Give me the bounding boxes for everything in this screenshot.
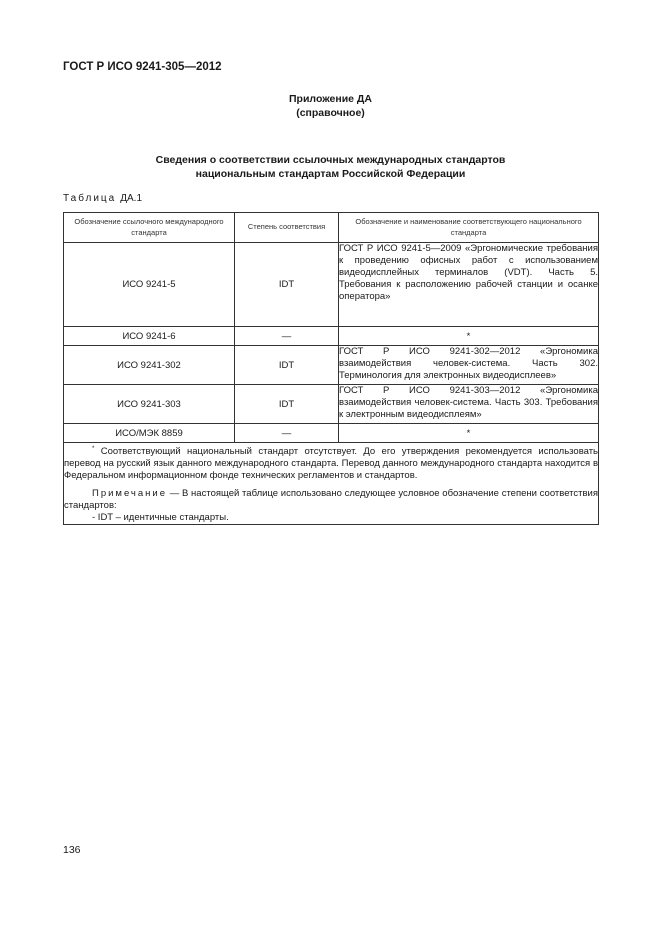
- table-header-row: [64, 213, 599, 243]
- document-code: ГОСТ Р ИСО 9241-305—2012: [63, 61, 222, 73]
- correspondence-table: [63, 212, 599, 525]
- cell-degree: IDT: [235, 243, 339, 327]
- note-item: - IDT – идентичные стандарты.: [92, 512, 229, 524]
- header-international-standard: Обозначение ссылочного международного стандарта: [64, 213, 235, 243]
- header-national-standard: Обозначение и наименование соответствующего национального стандарта: [339, 213, 599, 243]
- cell-intl-standard: ИСО 9241-303: [64, 385, 235, 424]
- note: [64, 488, 598, 512]
- cell-national-standard: ГОСТ Р ИСО 9241-302—2012 «Эргономика взаимодействия человек-система. Часть 302. Терминология для электронных видеодисплеев»: [339, 346, 599, 385]
- cell-national-standard: ГОСТ Р ИСО 9241-303—2012 «Эргономика взаимодействия человек-система. Часть 303. Требования к электронным видеодисплеям»: [339, 385, 599, 424]
- footnote-mark: *: [92, 446, 95, 452]
- cell-national-standard: *: [339, 327, 599, 346]
- cell-national-standard: ГОСТ Р ИСО 9241-5—2009 «Эргономические требования к проведению офисных работ с использованием видеодисплейных терминалов (VDT). Часть 5. Требования к расположению рабочей станции и осанке оператора»: [339, 243, 599, 327]
- note-text: — В настоящей таблице использовано следующее условное обозначение степени соответствия стандартов:: [64, 488, 599, 512]
- cell-degree: —: [235, 327, 339, 346]
- appendix-title: Приложение ДА: [289, 93, 372, 105]
- page-number: 136: [63, 844, 81, 856]
- cell-degree: IDT: [235, 385, 339, 424]
- cell-intl-standard: ИСО 9241-5: [64, 243, 235, 327]
- table-row: [64, 385, 599, 424]
- cell-intl-standard: ИСО/МЭК 8859: [64, 424, 235, 443]
- note-label: Примечание: [92, 488, 167, 500]
- cell-degree: —: [235, 424, 339, 443]
- section-title-line-2: национальным стандартам Российской Федерации: [195, 168, 466, 180]
- section-title-line-1: Сведения о соответствии ссылочных международных стандартов: [155, 154, 506, 166]
- table-notes-row: [64, 443, 599, 525]
- section-title: [0, 153, 661, 181]
- appendix-subtitle: (справочное): [296, 107, 365, 119]
- appendix-heading: [0, 92, 661, 120]
- table-row: [64, 346, 599, 385]
- table-caption: [63, 193, 142, 204]
- table-row: [64, 243, 599, 327]
- table-caption-word: Таблица: [63, 193, 117, 204]
- table-row: [64, 327, 599, 346]
- header-degree-of-conformity: Степень соответствия: [235, 213, 339, 243]
- cell-degree: IDT: [235, 346, 339, 385]
- footnote: [64, 443, 598, 482]
- table-caption-number: ДА.1: [120, 193, 143, 204]
- cell-national-standard: *: [339, 424, 599, 443]
- cell-intl-standard: ИСО 9241-6: [64, 327, 235, 346]
- table-row: [64, 424, 599, 443]
- cell-intl-standard: ИСО 9241-302: [64, 346, 235, 385]
- table-notes: [64, 443, 599, 525]
- footnote-text: Соответствующий национальный стандарт отсутствует. До его утверждения рекомендуется использовать перевод на русский язык данного международного стандарта. Перевод данного международного стандарта находится в Федеральном информационном фонде технических регламентов и стандартов.: [64, 446, 599, 482]
